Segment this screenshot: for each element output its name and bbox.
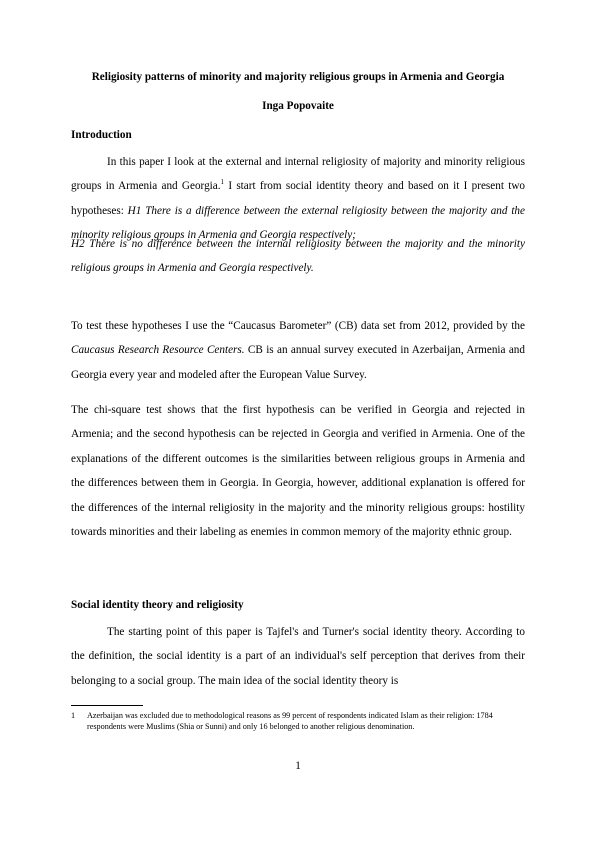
paragraph-text: In this paper I look at the external and internal religiosity of majority and minority religious groups in Armenia and Georgia. <box>71 156 525 193</box>
paragraph-data <box>71 314 525 387</box>
footnote-text: Azerbaijan was excluded due to methodological reasons as 99 percent of respondents indicated Islam as their religion: 1784 respondents were Muslims (Shia or Sunni) and only 16 belonged to another religious denomination. <box>87 711 493 731</box>
paragraph-text: To test these hypotheses I use the “Caucasus Barometer” (CB) data set from 2012, provided by the <box>71 320 525 332</box>
paper-title: Religiosity patterns of minority and majority religious groups in Armenia and Georgia <box>91 71 505 83</box>
hypothesis-one: H1 There is a difference between the external religiosity between the majority and the minority religious groups in Armenia and Georgia respectively; <box>71 204 525 242</box>
section-heading-social-identity: Social identity theory and religiosity <box>71 599 244 611</box>
page-number: 1 <box>295 760 301 772</box>
footnote-divider <box>71 705 143 706</box>
footnote-marker: 1 <box>220 178 225 187</box>
paragraph-results: The chi-square test shows that the first hypothesis can be verified in Georgia and rejected in Armenia; and the second hypothesis can be rejected in Georgia and verified in Armenia. One of the explanations of the different outcomes is the similarities between religious groups in Armenia and the differences between them in Georgia. In Georgia, however, additional explanation is offered for the differences of the internal religiosity in the majority and the minority religious groups: hostility towards minorities and their labeling as enemies in common memory of the majority ethnic group. <box>71 404 525 539</box>
hypothesis-two: H2 There is no difference between the internal religiosity between the majority and the minority religious groups in Armenia and Georgia respectively. <box>71 238 525 275</box>
paragraph-text: I start from social identity theory and based on it I present two hypotheses: <box>71 180 525 217</box>
paragraph-text: CB is an annual survey executed in Azerbaijan, Armenia and Georgia every year and modeled after the European Value Survey. <box>71 344 525 381</box>
section-heading-introduction: Introduction <box>71 129 132 141</box>
author-name: Inga Popovaite <box>262 100 334 112</box>
footnote-number: 1 <box>71 711 76 720</box>
organization-name: Caucasus Research Resource Centers. <box>71 344 245 357</box>
paragraph-social-identity: The starting point of this paper is Tajfel's and Turner's social identity theory. According to the definition, the social identity is a part of an individual's self perception that derives from their belonging to a social group. The main idea of the social identity theory is <box>71 626 525 687</box>
